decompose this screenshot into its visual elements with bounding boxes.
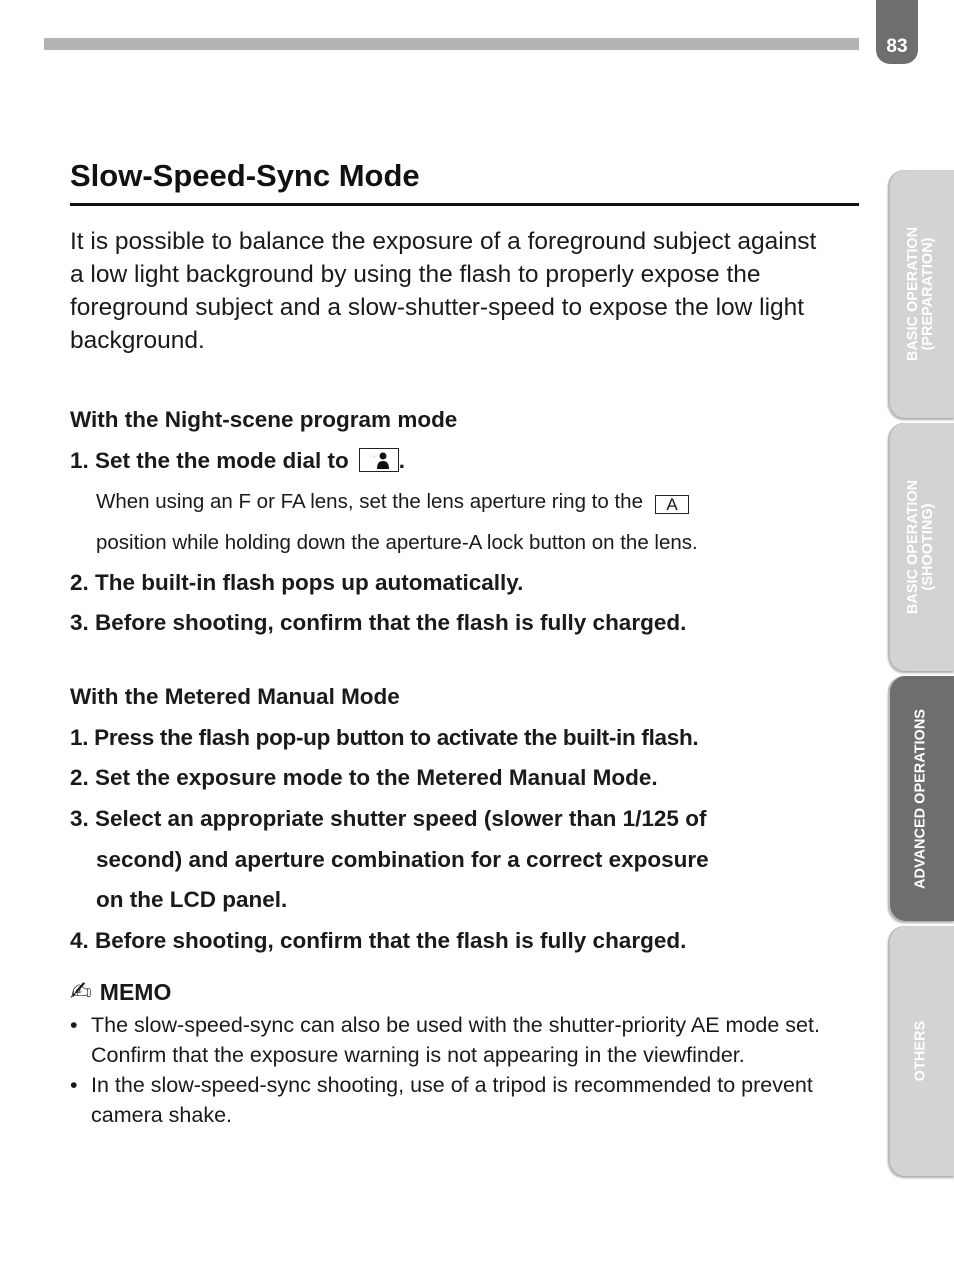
memo-item: • In the slow-speed-sync shooting, use of a tripod is recommended to prevent camera shake.: [70, 1070, 840, 1130]
night-note-line-1: [96, 490, 689, 514]
manual-step-4: 4. Before shooting, confirm that the flash is fully charged.: [70, 928, 687, 953]
tab-label: BASIC OPERATION (SHOOTING): [905, 479, 936, 615]
manual-step-3-line-2: second) and aperture combination for a correct exposure: [96, 847, 709, 872]
manual-heading: With the Metered Manual Mode: [70, 684, 400, 709]
night-step-1-text: 1. Set the the mode dial to: [70, 448, 349, 473]
memo-item: • The slow-speed-sync can also be used with the shutter-priority AE mode set. Confirm that the exposure warning is not appearing in the viewfinder.: [70, 1010, 840, 1070]
night-scene-mode-icon: [359, 448, 399, 472]
tab-advanced-operations[interactable]: [888, 676, 954, 921]
intro-paragraph: It is possible to balance the exposure of a foreground subject against a low light background by using the flash to properly expose the foreground subject and a slow-shutter-speed to expose the low light background.: [70, 228, 817, 354]
aperture-a-box: A: [655, 495, 689, 514]
night-note-line-2: position while holding down the aperture-A lock button on the lens.: [96, 531, 698, 554]
night-note-text: When using an F or FA lens, set the lens aperture ring to the: [96, 490, 643, 513]
memo-list: [70, 1010, 840, 1130]
manual-step-3-line-1: 3. Select an appropriate shutter speed (slower than 1/125 of: [70, 806, 707, 831]
night-step-2: 2. The built-in flash pops up automatically.: [70, 570, 524, 595]
memo-heading-row: [70, 976, 171, 1007]
tab-others[interactable]: [888, 926, 954, 1176]
night-step-3: 3. Before shooting, confirm that the flash is fully charged.: [70, 610, 687, 635]
tab-basic-operation-preparation[interactable]: [888, 170, 954, 418]
tab-basic-operation-shooting[interactable]: [888, 423, 954, 671]
tab-label: ADVANCED OPERATIONS: [912, 708, 929, 889]
manual-step-3-line-3: on the LCD panel.: [96, 887, 288, 912]
page-number: 83: [876, 0, 918, 64]
night-step-1-end: .: [398, 448, 406, 473]
night-step-1: [70, 448, 405, 474]
memo-heading: MEMO: [99, 979, 172, 1005]
title-underline: [70, 203, 859, 206]
night-scene-heading: With the Night-scene program mode: [70, 407, 458, 432]
pen-hand-icon: ✍: [70, 976, 92, 1006]
manual-step-2: 2. Set the exposure mode to the Metered Manual Mode.: [70, 765, 658, 790]
tab-label: BASIC OPERATION (PREPARATION): [905, 226, 936, 362]
header-rule: [44, 38, 859, 50]
manual-step-1: 1. Press the flash pop-up button to activate the built-in flash.: [70, 725, 699, 750]
page-title: Slow-Speed-Sync Mode: [70, 158, 420, 193]
tab-label: OTHERS: [912, 1020, 929, 1082]
